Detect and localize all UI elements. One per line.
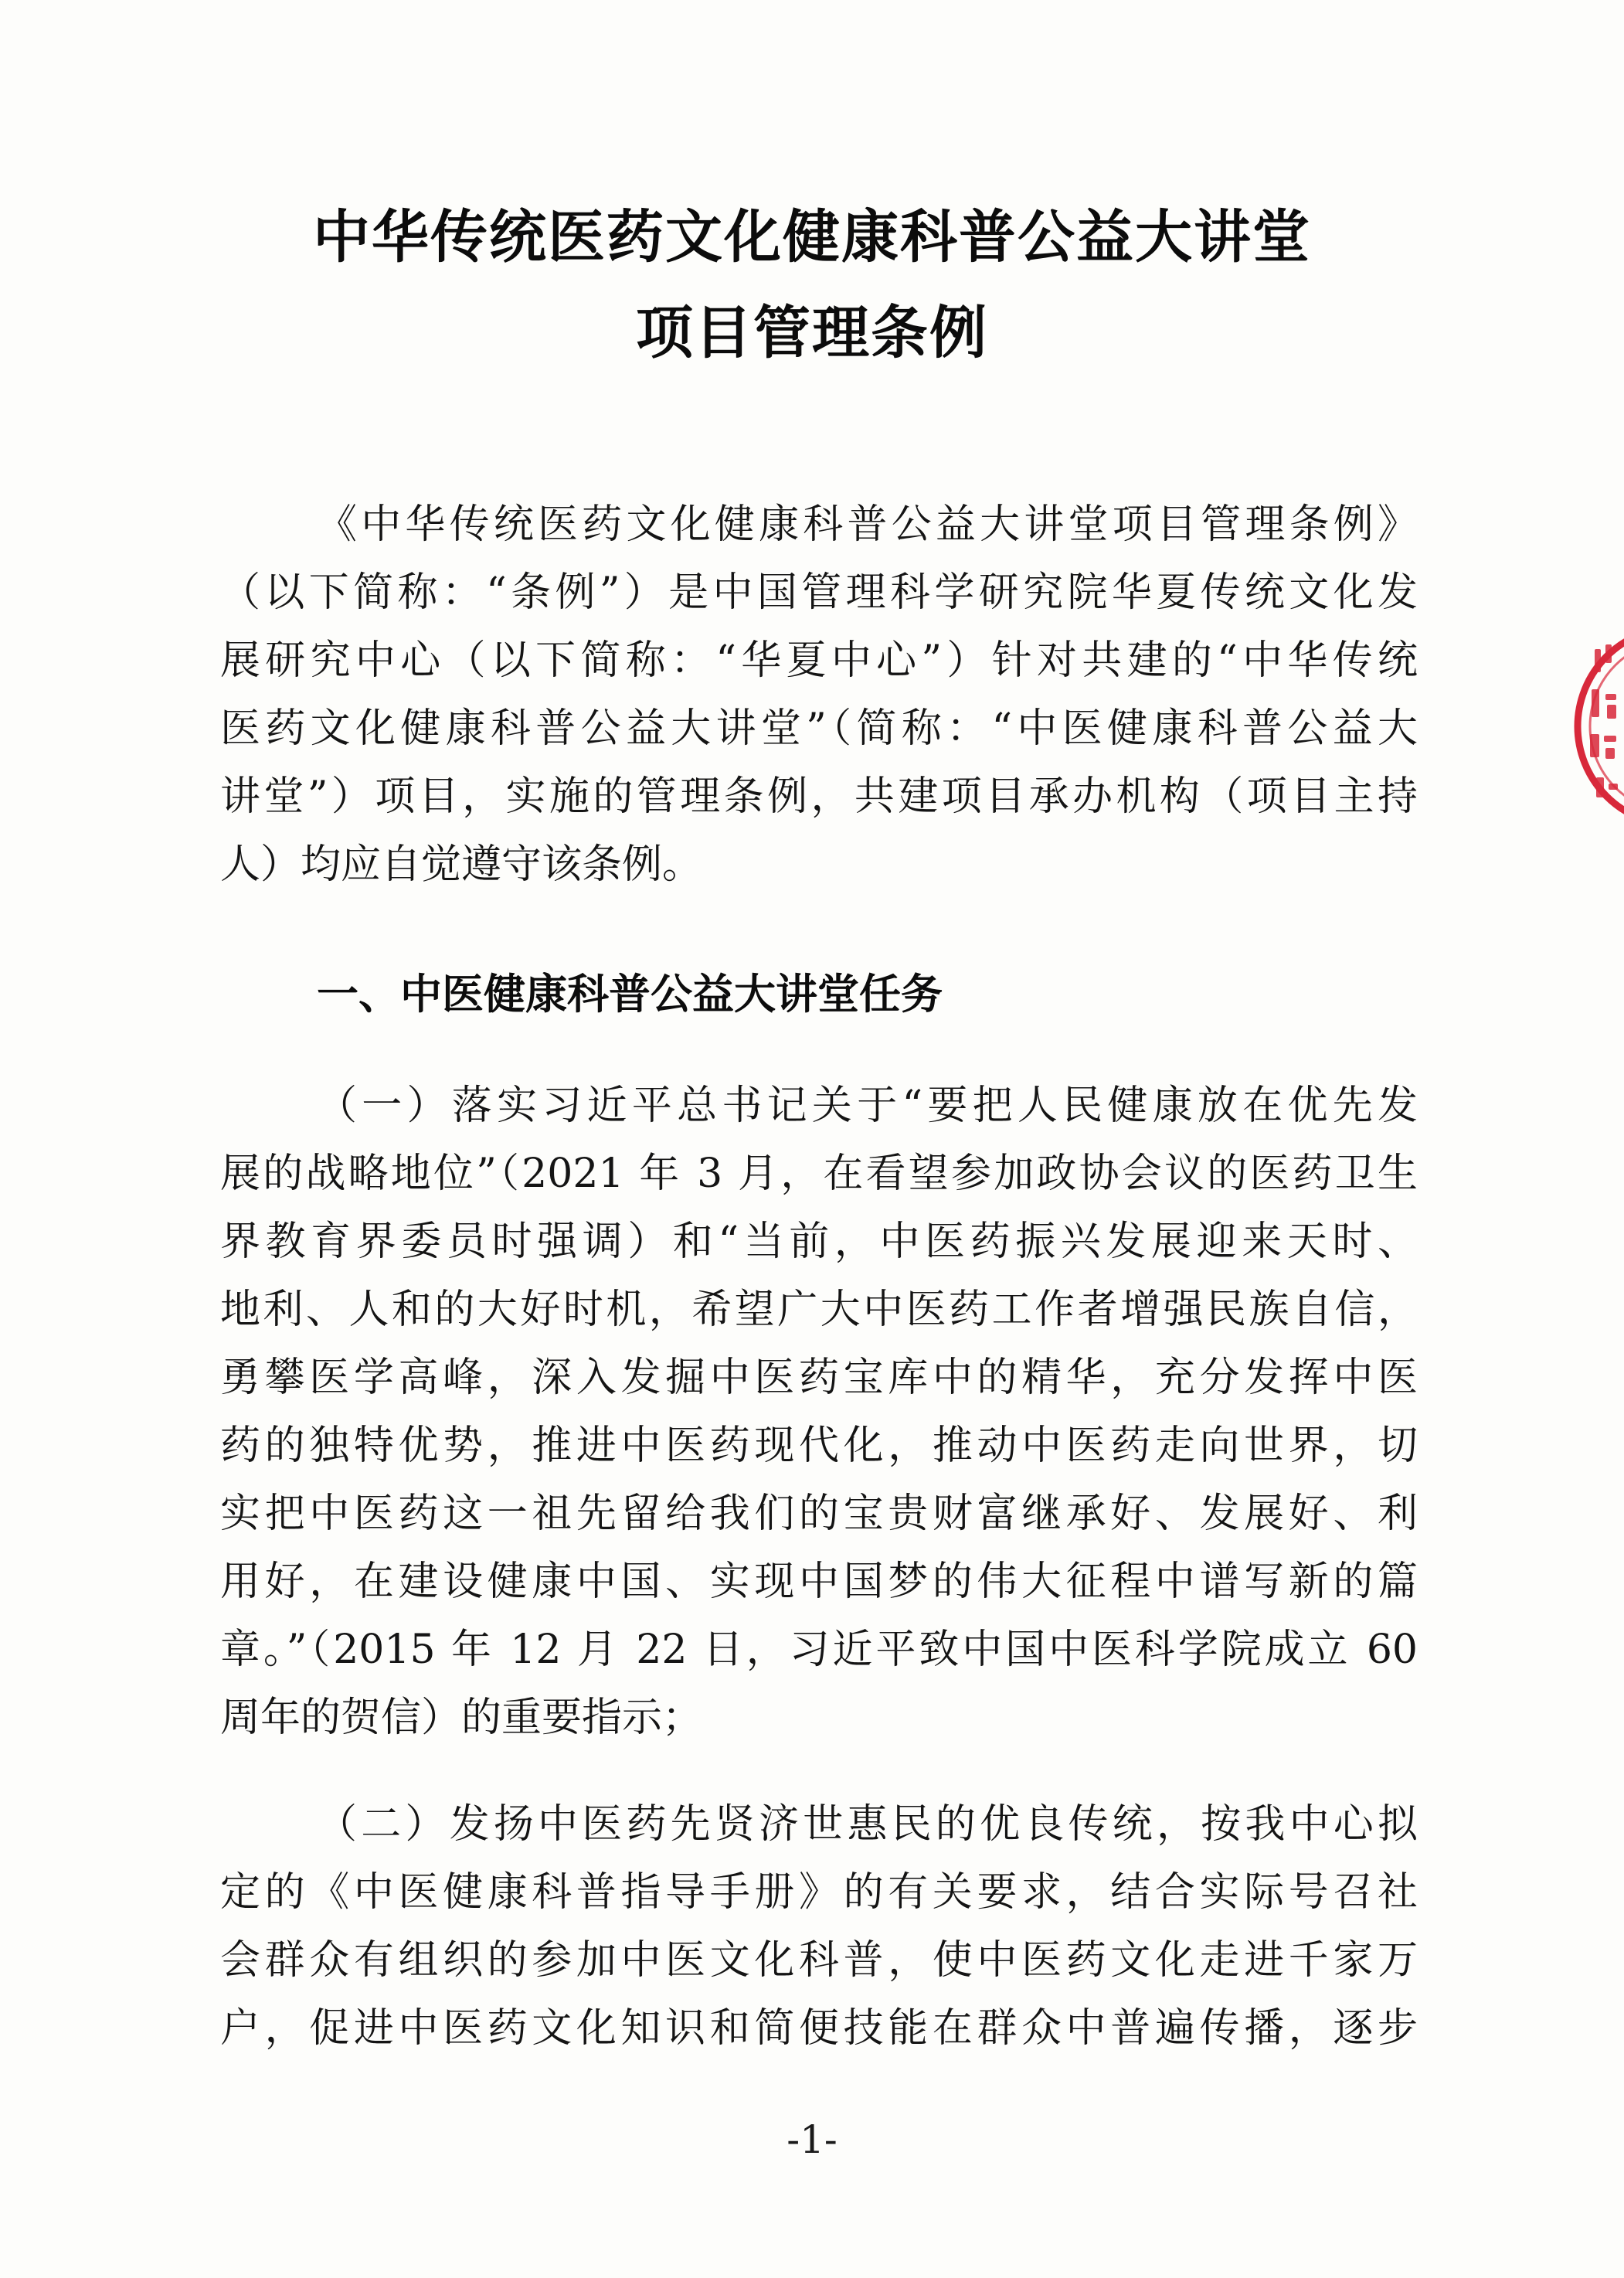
item2-line: 定的《中医健康科普指导手册》的有关要求，结合实际号召社	[220, 1869, 1418, 1916]
item2-line: 会群众有组织的参加中医文化科普，使中医药文化走进千家万	[220, 1937, 1418, 1984]
item1-line: 展的战略地位”（2021 年 3 月，在看望参加政协会议的医药卫生	[220, 1151, 1418, 1197]
item1-line: 勇攀医学高峰，深入发掘中医药宝库中的精华，充分发挥中医	[220, 1355, 1418, 1401]
item1-line: 章。”（2015 年 12 月 22 日，习近平致中国中医科学院成立 60	[220, 1627, 1418, 1673]
document-title-line-1: 中华传统医药文化健康科普公益大讲堂	[313, 204, 1311, 270]
item2-line: 户，促进中医药文化知识和简便技能在群众中普遍传播，逐步	[220, 2005, 1418, 2052]
item1-line: 实把中医药这一祖先留给我们的宝贵财富继承好、发展好、利	[220, 1491, 1418, 1537]
intro-line: 医药文化健康科普公益大讲堂”（简称：“中医健康科普公益大	[220, 706, 1418, 752]
intro-line: 《中华传统医药文化健康科普公益大讲堂项目管理条例》	[317, 502, 1418, 548]
section-heading: 一、中医健康科普公益大讲堂任务	[317, 970, 943, 1018]
intro-line: 展研究中心（以下简称：“华夏中心”）针对共建的“中华传统	[220, 638, 1418, 684]
item1-line: 界教育界委员时强调）和“当前，中医药振兴发展迎来天时、	[220, 1219, 1418, 1265]
item1-line: （一）落实习近平总书记关于“要把人民健康放在优先发	[317, 1083, 1418, 1129]
item1-line: 地利、人和的大好时机，希望广大中医药工作者增强民族自信，	[220, 1287, 1418, 1333]
red-seal-stamp	[1561, 618, 1624, 835]
item1-line: 周年的贺信）的重要指示；	[220, 1695, 703, 1741]
page-number: -1-	[787, 2117, 837, 2162]
item2-line: （二）发扬中医药先贤济世惠民的优良传统，按我中心拟	[317, 1801, 1418, 1848]
document-title-line-2: 项目管理条例	[636, 300, 988, 366]
intro-line: （以下简称：“条例”）是中国管理科学研究院华夏传统文化发	[220, 570, 1418, 616]
item1-line: 药的独特优势，推进中医药现代化，推动中医药走向世界，切	[220, 1423, 1418, 1469]
intro-line: 讲堂”）项目，实施的管理条例，共建项目承办机构（项目主持	[220, 774, 1418, 820]
item1-line: 用好，在建设健康中国、实现中国梦的伟大征程中谱写新的篇	[220, 1559, 1418, 1605]
seal-icon	[1561, 618, 1624, 835]
intro-line: 人）均应自觉遵守该条例。	[220, 842, 703, 888]
